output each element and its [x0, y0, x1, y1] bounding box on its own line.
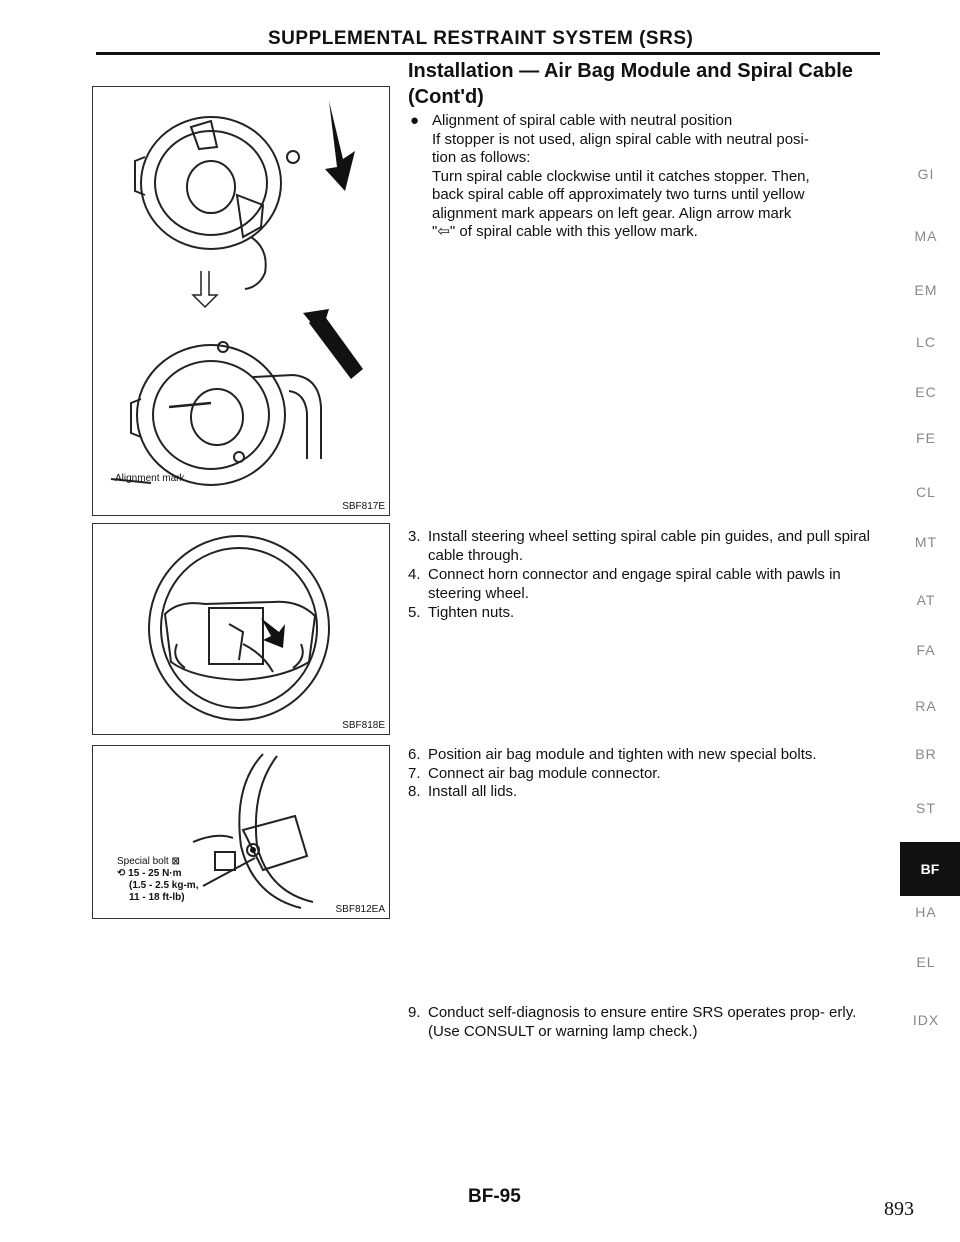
step-text: Position air bag module and tighten with new special bolts.: [428, 746, 817, 763]
bullet-section: [408, 112, 896, 242]
bullet-line: alignment mark appears on left gear. Align arrow mark: [432, 204, 792, 222]
special-bolt-spec: [117, 856, 198, 904]
index-tab-fa[interactable]: FA: [916, 642, 936, 658]
step-text: Install all lids.: [428, 783, 518, 800]
figure-code: SBF817E: [342, 501, 385, 512]
bullet-heading: Alignment of spiral cable with neutral position: [432, 112, 733, 129]
spiral-cable-illustration: [93, 87, 389, 515]
index-tab-ma[interactable]: MA: [914, 228, 938, 244]
figure-code: SBF812EA: [335, 904, 385, 915]
index-tab-cl[interactable]: CL: [916, 484, 936, 500]
step-text: Install steering wheel setting spiral cable pin guides, and pull spiral cable through.: [428, 528, 870, 564]
figure-code: SBF818E: [342, 720, 385, 731]
step-text: Tighten nuts.: [428, 604, 515, 621]
bullet-line: tion as follows:: [432, 149, 531, 166]
steps-group-b: [408, 746, 894, 802]
index-tab-ha[interactable]: HA: [915, 904, 937, 920]
index-tab-mt[interactable]: MT: [914, 534, 938, 550]
step-number: 4.: [408, 566, 421, 583]
index-tab-ec[interactable]: EC: [915, 384, 937, 400]
index-tab-gi[interactable]: GI: [917, 166, 935, 182]
index-tab-em[interactable]: EM: [914, 282, 938, 298]
bullet-dot: ●: [410, 112, 420, 129]
bolt-icon: ⊠: [171, 856, 180, 867]
index-tab-ra[interactable]: RA: [915, 698, 937, 714]
index-tab-fe[interactable]: FE: [916, 430, 936, 446]
step-text: Conduct self-diagnosis to ensure entire SRS operates prop- erly. (Use CONSULT or warning lamp check.): [428, 1004, 857, 1040]
index-tab-lc[interactable]: LC: [916, 334, 936, 350]
torque-kgm: (1.5 - 2.5 kg-m,: [129, 880, 199, 891]
figure-special-bolt: [92, 745, 390, 919]
bullet-line: If stopper is not used, align spiral cable with neutral posi-: [432, 130, 809, 148]
bullet-line: back spiral cable off approximately two turns until yellow: [432, 186, 805, 203]
step-number: 3.: [408, 528, 421, 545]
alignment-mark-label: Alignment mark: [115, 473, 185, 484]
steering-wheel-illustration: [93, 524, 389, 734]
sheet-number: 893: [884, 1198, 914, 1220]
special-bolt-label: Special bolt: [117, 856, 169, 867]
steps-group-a: [408, 528, 894, 623]
steps-group-c: [408, 1004, 888, 1041]
torque-nm: 15 - 25 N·m: [128, 868, 182, 879]
index-tab-br[interactable]: BR: [915, 746, 937, 762]
index-tab-bf-active[interactable]: BF: [900, 842, 960, 896]
index-tab-at[interactable]: AT: [916, 592, 936, 608]
page-header-title: SUPPLEMENTAL RESTRAINT SYSTEM (SRS): [268, 28, 694, 49]
figure-steering-wheel: [92, 523, 390, 735]
index-tab-el[interactable]: EL: [916, 954, 936, 970]
bullet-line: "⇦" of spiral cable with this yellow mark.: [432, 223, 698, 240]
step-number: 6.: [408, 746, 421, 763]
page-number: BF-95: [468, 1186, 521, 1207]
step-number: 5.: [408, 604, 421, 621]
bullet-line: Turn spiral cable clockwise until it catches stopper. Then,: [432, 167, 810, 185]
index-tab-idx[interactable]: IDX: [912, 1012, 940, 1028]
torque-icon: ⟲: [117, 868, 126, 879]
index-tab-st[interactable]: ST: [916, 800, 936, 816]
step-number: 9.: [408, 1004, 421, 1021]
section-title: Installation — Air Bag Module and Spiral Cable (Cont'd): [408, 60, 853, 108]
step-text: Connect air bag module connector.: [428, 764, 661, 782]
torque-ftlb: 11 - 18 ft-lb): [129, 892, 185, 903]
figure-spiral-cable: [92, 86, 390, 516]
step-text: Connect horn connector and engage spiral cable with pawls in steering wheel.: [428, 566, 841, 602]
header-rule: [96, 52, 880, 55]
step-number: 7.: [408, 764, 421, 782]
step-number: 8.: [408, 783, 421, 800]
